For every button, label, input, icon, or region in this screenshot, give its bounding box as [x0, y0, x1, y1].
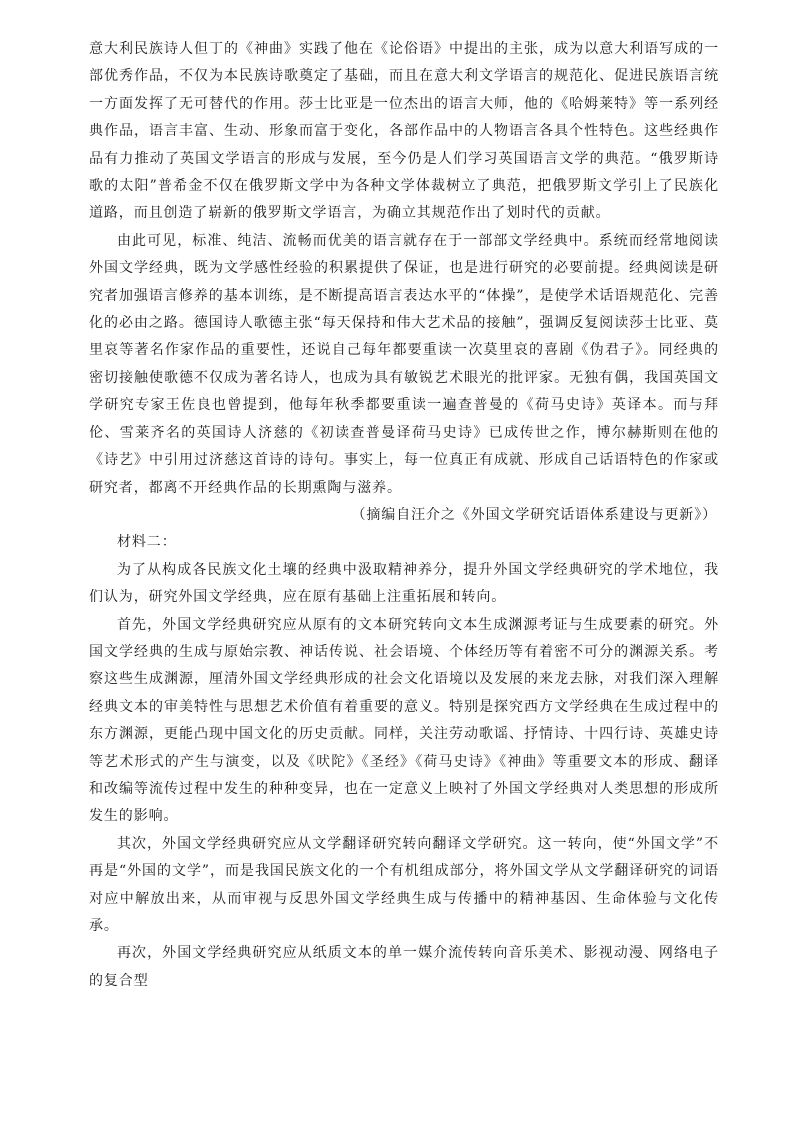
material-2-paragraph-4: 再次，外国文学经典研究应从纸质文本的单一媒介流传转向音乐美术、影视动漫、网络电子的复合型 [89, 945, 719, 989]
material-2-label: 材料二： [117, 534, 177, 551]
paragraph-1: 意大利民族诗人但丁的《神曲》实践了他在《论俗语》中提出的主张，成为以意大利语写成的一部优秀作品，不仅为本民族诗歌奠定了基础，而且在意大利文学语言的规范化、促进民族语言统一方面发挥了无可替代的作用。莎士比亚是一位杰出的语言大师，他的《哈姆莱特》等一系列经典作品，语言丰富、生动、形象而富于变化，各部作品中的人物语言各具个性特色。这些经典作品有力推动了英国文学语言的形成与发展，至今仍是人们学习英国语言文学的典范。“俄罗斯诗歌的太阳”普希金不仅在俄罗斯文学中为各种文学体裁树立了典范，把俄罗斯文学引上了民族化道路，而且创造了崭新的俄罗斯文学语言，为确立其规范作出了划时代的贡献。 [89, 41, 719, 222]
material-2-paragraph-3: 其次，外国文学经典研究应从文学翻译研究转向翻译文学研究。这一转向，使“外国文学”不再是“外国的文学”，而是我国民族文化的一个有机组成部分，将外国文学从文学翻译研究的词语对应中解放出来，从而审视与反思外国文学经典生成与传播中的精神基因、生命体验与文化传承。 [89, 835, 719, 934]
document-page [89, 36, 719, 995]
source-citation: （摘编自汪介之《外国文学研究话语体系建设与更新》） [351, 506, 717, 523]
material-2-paragraph-2: 首先，外国文学经典研究应从原有的文本研究转向文本生成渊源考证与生成要素的研究。外国文学经典的生成与原始宗教、神话传说、社会语境、个体经历等有着密不可分的渊源关系。考察这些生成渊源，厘清外国文学经典形成的社会文化语境以及发展的来龙去脉，对我们深入理解经典文本的审美特性与思想艺术价值有着重要的意义。特别是探究西方文学经典在生成过程中的东方渊源，更能凸现中国文化的历史贡献。同样，关注劳动歌谣、抒情诗、十四行诗、英雄史诗等艺术形式的产生与演变，以及《吠陀》《圣经》《荷马史诗》《神曲》等重要文本的形成、翻译和改编等流传过程中发生的种种变异，也在一定意义上映衬了外国文学经典对人类思想的形成所发生的影响。 [89, 616, 719, 825]
paragraph-2: 由此可见，标准、纯洁、流畅而优美的语言就存在于一部部文学经典中。系统而经常地阅读外国文学经典，既为文学感性经验的积累提供了保证，也是进行研究的必要前提。经典阅读是研究者加强语言修养的基本训练，是不断提高语言表达水平的“体操”，是使学术话语规范化、完善化的必由之路。德国诗人歌德主张“每天保持和伟大艺术品的接触”，强调反复阅读莎士比亚、莫里哀等著名作家作品的重要性，还说自己每年都要重读一次莫里哀的喜剧《伪君子》。同经典的密切接触使歌德不仅成为著名诗人，也成为具有敏锐艺术眼光的批评家。无独有偶，我国英国文学研究专家王佐良也曾提到，他每年秋季都要重读一遍查普曼的《荷马史诗》英译本。而与拜伦、雪莱齐名的英国诗人济慈的《初读查普曼译荷马史诗》已成传世之作，博尔赫斯则在他的《诗艺》中引用过济慈这首诗的诗句。事实上，每一位真正有成就、形成自己话语特色的作家或研究者，都离不开经典作品的长期熏陶与滋养。 [89, 232, 719, 496]
material-2-paragraph-1: 为了从构成各民族文化土壤的经典中汲取精神养分，提升外国文学经典研究的学术地位，我们认为，研究外国文学经典，应在原有基础上注重拓展和转向。 [89, 561, 719, 606]
